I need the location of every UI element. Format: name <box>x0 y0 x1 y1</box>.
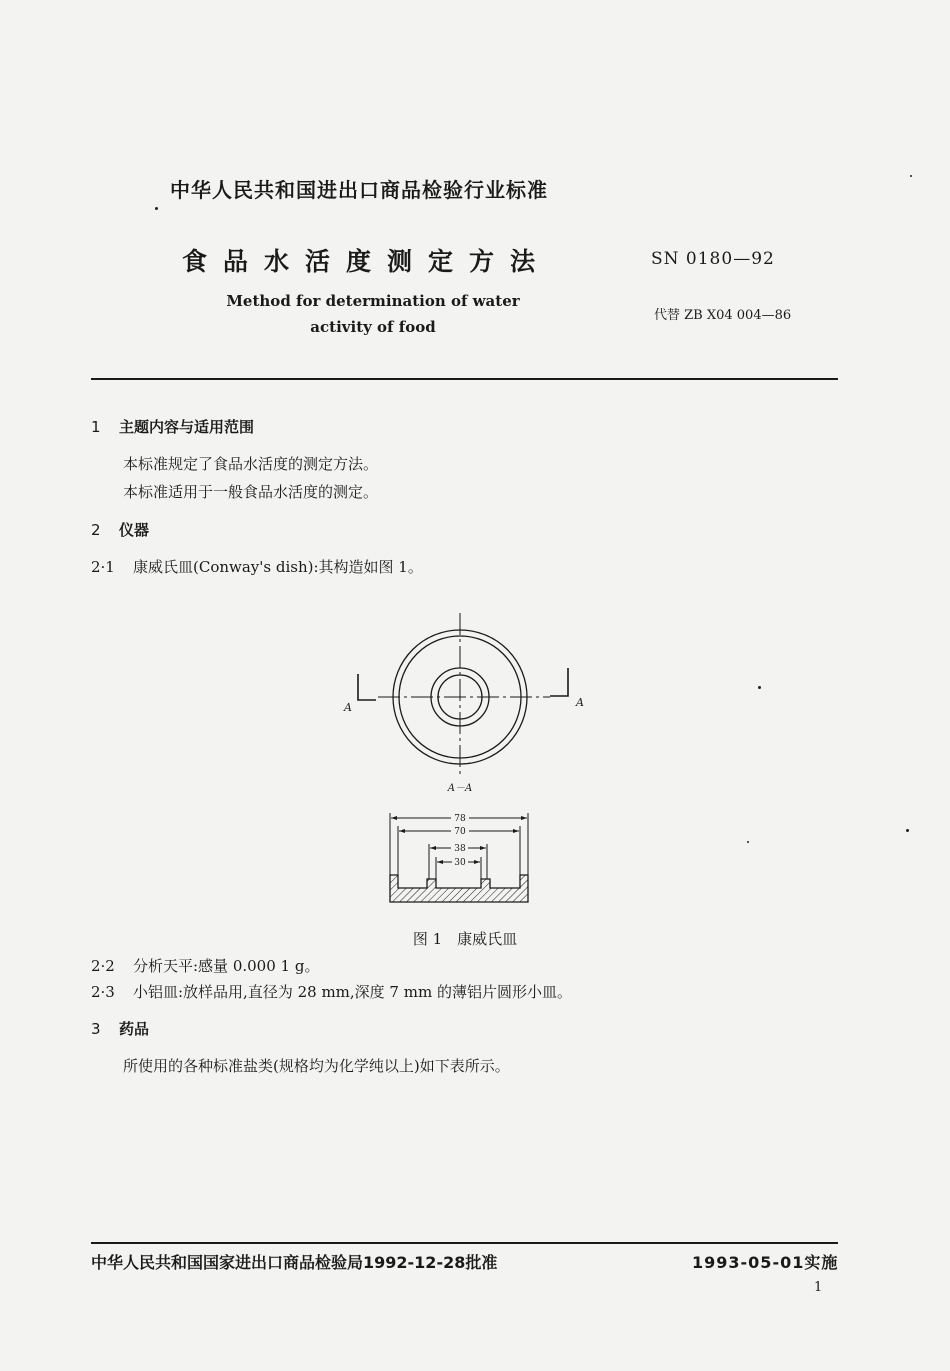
standard-code: SN 0180—92 <box>651 249 775 269</box>
approval-statement: 中华人民共和国国家进出口商品检验局1992-12-28批准 <box>91 1253 498 1272</box>
document-title-chinese: 食品水活度测定方法 <box>182 247 552 276</box>
arrow-70-right <box>513 829 519 833</box>
section-title: 主题内容与适用范围 <box>119 418 255 436</box>
issuing-body-title: 中华人民共和国进出口商品检验行业标准 <box>170 178 548 202</box>
section-marker-right <box>550 668 568 696</box>
section-number: 2 <box>91 521 101 539</box>
section-3-paragraph-1: 所使用的各种标准盐类(规格均为化学纯以上)如下表所示。 <box>123 1057 510 1075</box>
section-label-left: A <box>344 701 352 714</box>
footer-divider <box>91 1242 838 1244</box>
dimension-70: 70 <box>454 827 466 837</box>
clause-number: 2·1 <box>91 558 115 576</box>
arrow-70-left <box>399 829 405 833</box>
scan-speck <box>910 175 912 177</box>
clause-number: 2·3 <box>91 983 115 1001</box>
arrow-38-right <box>480 846 486 850</box>
clause-text: 分析天平:感量 0.000 1 g。 <box>133 957 320 975</box>
dimension-30: 30 <box>454 858 466 868</box>
arrow-30-left <box>437 860 443 864</box>
scan-speck <box>747 841 749 843</box>
replaces-standard: 代替 ZB X04 004—86 <box>654 308 792 323</box>
clause-text: 康威氏皿(Conway's dish):其构造如图 1。 <box>133 558 423 576</box>
section-title: 仪器 <box>119 521 150 539</box>
section-number: 1 <box>91 418 101 436</box>
scan-speck <box>758 686 761 689</box>
section-number: 3 <box>91 1020 101 1038</box>
page-number: 1 <box>814 1280 823 1295</box>
section-1-paragraph-1: 本标准规定了食品水活度的测定方法。 <box>123 455 379 473</box>
dish-cross-section <box>390 875 528 902</box>
document-title-english-line2: activity of food <box>310 318 436 336</box>
dimension-78: 78 <box>454 814 466 824</box>
arrow-78-right <box>521 816 527 820</box>
arrow-38-left <box>430 846 436 850</box>
dimension-38: 38 <box>454 844 466 854</box>
scan-speck <box>906 829 909 832</box>
scan-speck <box>155 207 158 210</box>
effective-date: 1993-05-01实施 <box>692 1253 839 1272</box>
section-view-title: A－A <box>447 783 473 794</box>
section-label-right: A <box>576 696 584 709</box>
arrow-30-right <box>474 860 480 864</box>
section-3-heading <box>91 1018 149 1039</box>
clause-number: 2·2 <box>91 957 115 975</box>
clause-2-2 <box>91 955 319 976</box>
clause-text: 小铝皿:放样品用,直径为 28 mm,深度 7 mm 的薄铝片圆形小皿。 <box>133 983 572 1001</box>
arrow-78-left <box>391 816 397 820</box>
document-title-english-line1: Method for determination of water <box>226 292 520 310</box>
figure-caption: 图 1 康威氏皿 <box>412 930 518 948</box>
section-title: 药品 <box>119 1020 150 1038</box>
section-1-paragraph-2: 本标准适用于一般食品水活度的测定。 <box>123 483 379 501</box>
clause-2-3 <box>91 981 572 1002</box>
section-marker-left <box>358 674 376 700</box>
